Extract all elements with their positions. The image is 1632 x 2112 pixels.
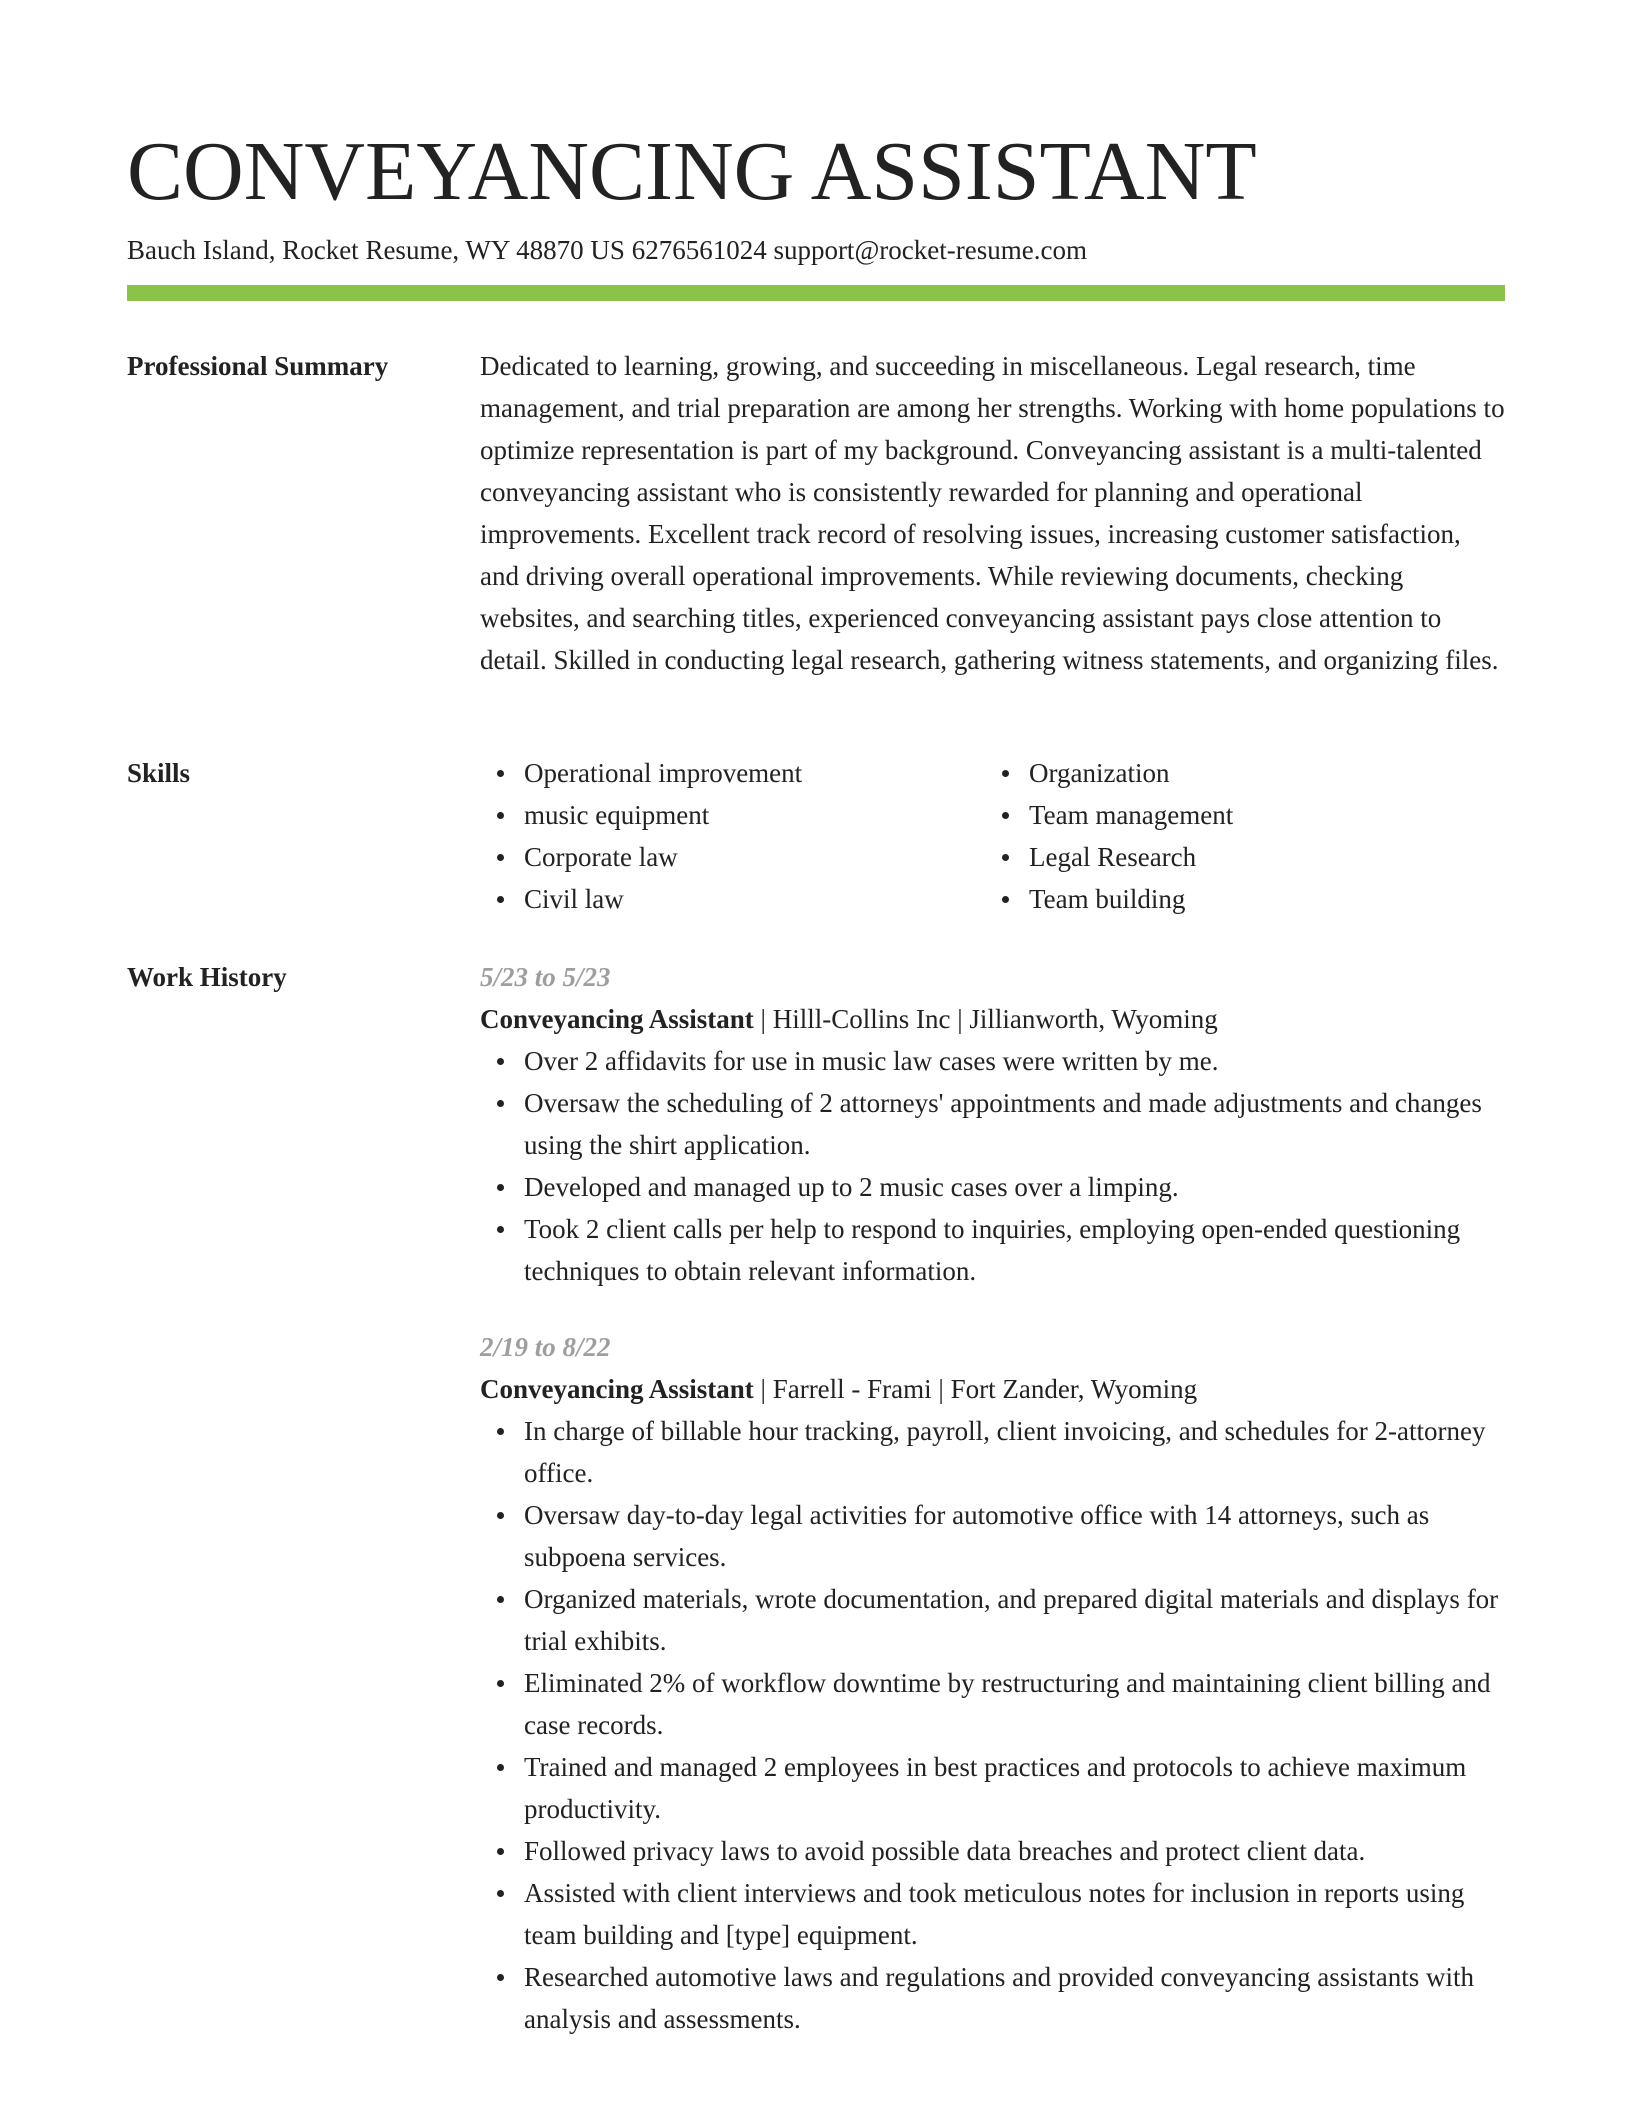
job-title-line: Conveyancing Assistant | Farrell - Frami | Fort Zander, Wyoming [480, 1374, 1198, 1404]
skill-item: Team management [1029, 794, 1505, 836]
resume-name: CONVEYANCING ASSISTANT [127, 125, 1257, 218]
skills-column-right [985, 752, 1505, 920]
job-bullet: Trained and managed 2 employees in best practices and protocols to achieve maximum productivity. [524, 1746, 1505, 1830]
skill-item: music equipment [524, 794, 985, 836]
skills-list-right [985, 752, 1505, 920]
contact-email: support@rocket-resume.com [773, 235, 1087, 265]
skill-item: Legal Research [1029, 836, 1505, 878]
skill-item: Corporate law [524, 836, 985, 878]
work-history-body [480, 956, 1505, 2040]
job-entry [480, 956, 1505, 1292]
job-company: Hilll-Collins Inc [772, 1004, 951, 1034]
job-location: Jillianworth, Wyoming [969, 1004, 1218, 1034]
header-divider [127, 285, 1505, 301]
job-title: Conveyancing Assistant [480, 1374, 754, 1404]
job-bullet: In charge of billable hour tracking, payroll, client invoicing, and schedules for 2-attorney office. [524, 1410, 1505, 1494]
job-bullet: Oversaw the scheduling of 2 attorneys' appointments and made adjustments and changes using the shirt application. [524, 1082, 1505, 1166]
skills-columns [480, 752, 1505, 920]
skill-item: Organization [1029, 752, 1505, 794]
skills-column-left [480, 752, 985, 920]
skill-item: Operational improvement [524, 752, 985, 794]
contact-address: Bauch Island, Rocket Resume, WY 48870 US [127, 235, 625, 265]
job-bullet-list [480, 1040, 1505, 1292]
job-company: Farrell - Frami [772, 1374, 932, 1404]
job-bullet: Assisted with client interviews and took meticulous notes for inclusion in reports using team building and [type] equipment. [524, 1872, 1505, 1956]
job-date: 2/19 to 8/22 [480, 1332, 611, 1362]
skill-item: Team building [1029, 878, 1505, 920]
skills-list-left [480, 752, 985, 920]
job-bullet: Over 2 affidavits for use in music law cases were written by me. [524, 1040, 1505, 1082]
skill-item: Civil law [524, 878, 985, 920]
job-bullet: Organized materials, wrote documentation, and prepared digital materials and displays for trial exhibits. [524, 1578, 1505, 1662]
skills-heading: Skills [127, 758, 191, 788]
summary-text: Dedicated to learning, growing, and succeeding in miscellaneous. Legal research, time management, and trial preparation are among her strengths. Working with home populations to optimize representation is part of my background. Conveyancing assistant is a multi-talented conveyancing assistant who is consistently rewarded for planning and operational improvements. Excellent track record of resolving issues, increasing customer satisfaction, and driving overall operational improvements. While reviewing documents, checking websites, and searching titles, experienced conveyancing assistant pays close attention to detail. Skilled in conducting legal research, gathering witness statements, and organizing files. [480, 351, 1505, 675]
skills-body [480, 752, 1505, 920]
job-bullet: Developed and managed up to 2 music cases over a limping. [524, 1166, 1505, 1208]
job-bullet: Oversaw day-to-day legal activities for automotive office with 14 attorneys, such as subpoena services. [524, 1494, 1505, 1578]
job-entry [480, 1326, 1505, 2040]
job-bullet: Eliminated 2% of workflow downtime by restructuring and maintaining client billing and case records. [524, 1662, 1505, 1746]
summary-body [480, 345, 1505, 681]
job-location: Fort Zander, Wyoming [950, 1374, 1198, 1404]
job-title-line: Conveyancing Assistant | Hilll-Collins Inc | Jillianworth, Wyoming [480, 1004, 1218, 1034]
job-title: Conveyancing Assistant [480, 1004, 754, 1034]
contact-phone: 6276561024 [631, 235, 767, 265]
job-bullet-list [480, 1410, 1505, 2040]
work-history-heading: Work History [127, 962, 287, 992]
job-date: 5/23 to 5/23 [480, 962, 611, 992]
job-bullet: Followed privacy laws to avoid possible data breaches and protect client data. [524, 1830, 1505, 1872]
job-bullet: Took 2 client calls per help to respond to inquiries, employing open-ended questioning techniques to obtain relevant information. [524, 1208, 1505, 1292]
job-bullet: Researched automotive laws and regulations and provided conveyancing assistants with analysis and assessments. [524, 1956, 1505, 2040]
contact-line [127, 232, 1087, 268]
summary-heading: Professional Summary [127, 351, 389, 381]
